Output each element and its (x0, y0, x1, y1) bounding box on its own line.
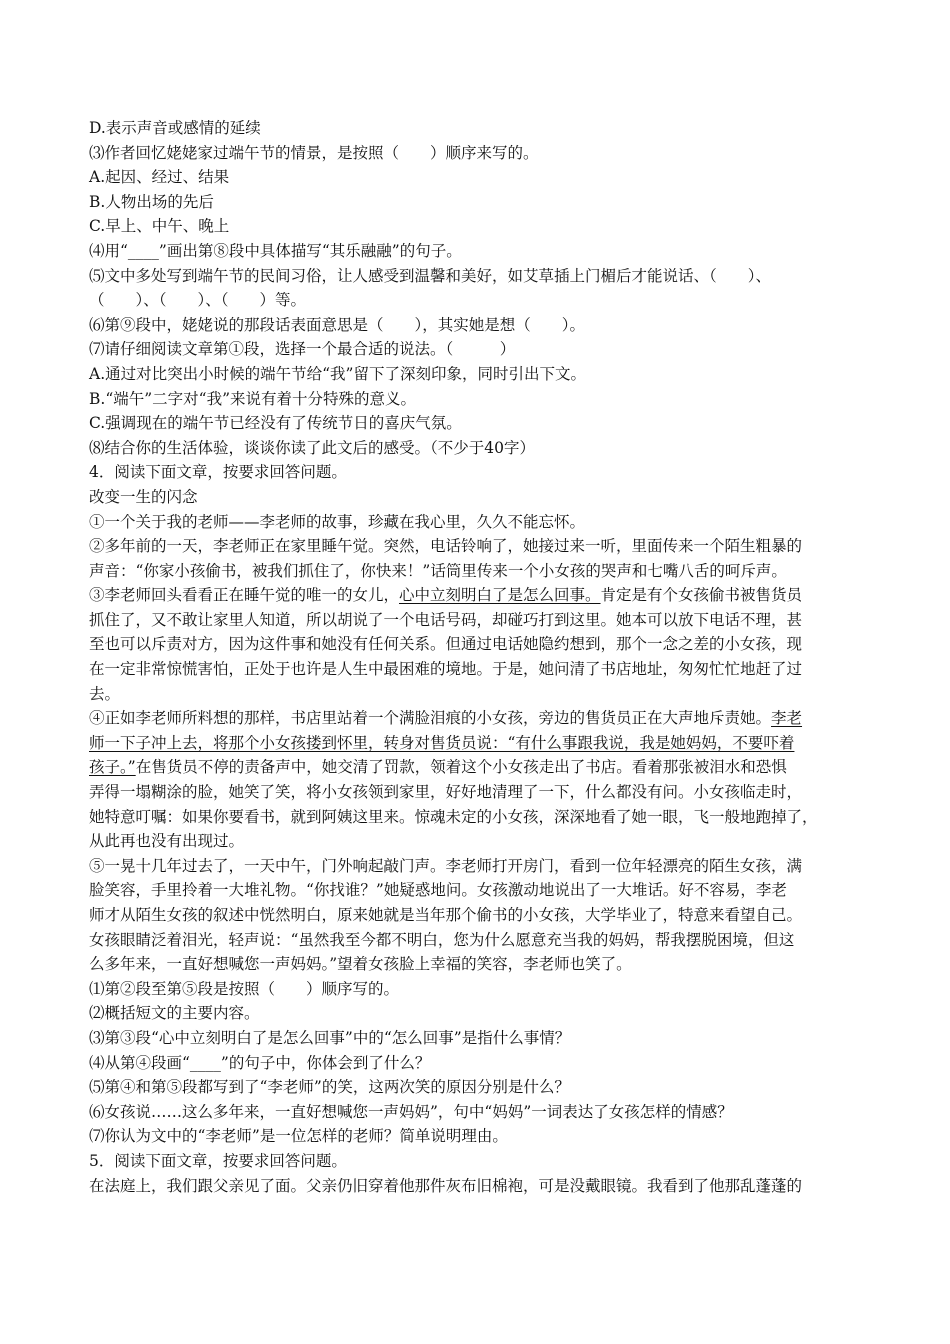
text-line: C.早上、中午、晚上 (89, 217, 230, 236)
text-span: 肯定是有个女孩偷书被售货员 (600, 586, 803, 605)
text-line: B.人物出场的先后 (89, 192, 214, 211)
underlined-sentence: 孩子。” (89, 758, 136, 777)
document-page (89, 116, 879, 1198)
text-line (89, 706, 879, 731)
text-line: （ ）、（ ）、（ ）等。 (89, 291, 307, 310)
text-line: C.强调现在的端午节已经没有了传统节日的喜庆气氛。 (89, 414, 462, 433)
text-line: A.通过对比突出小时候的端午节给“我”留下了深刻印象，同时引出下文。 (89, 364, 586, 383)
text-line: ⑹第⑨段中，姥姥说的那段话表面意思是（ ），其实她是想（ ）。 (89, 315, 586, 334)
text-span: ④正如李老师所料想的那样，书店里站着一个满脸泪痕的小女孩，旁边的售货员正在大声地斥责她。 (89, 709, 772, 728)
text-line: 去。 (89, 684, 121, 703)
text-line: ⑸文中多处写到端午节的民间习俗，让人感受到温馨和美好，如艾草插上门楣后才能说话、（ ）、 (89, 266, 772, 285)
text-line: 女孩眼睛泛着泪光，轻声说：“虽然我至今都不明白，您为什么愿意充当我的妈妈，帮我摆脱困境，但这 (89, 930, 795, 949)
paragraph-4 (89, 706, 879, 854)
text-line: ⑶作者回忆姥姥家过端午节的情景，是按照（ ）顺序来写的。 (89, 143, 539, 162)
text-line: D.表示声音或感情的延续 (89, 119, 261, 137)
text-line: 至也可以斥责对方，因为这件事和她没有任何关系。但通过电话她隐约想到，那个一念之差的小女孩，现 (89, 635, 803, 654)
text-line: ⑷从第④段画“____”的句子中，你体会到了什么？ (89, 1053, 431, 1072)
question-heading: 4．阅读下面文章，按要求回答问题。 (89, 463, 347, 482)
text-line: ⑸第④和第⑤段都写到了“李老师”的笑，这两次笑的原因分别是什么？ (89, 1078, 570, 1097)
text-line: ⑶第③段“心中立刻明白了是怎么回事”中的“怎么回事”是指什么事情？ (89, 1028, 571, 1047)
text-line: 师才从陌生女孩的叙述中恍然明白，原来她就是当年那个偷书的小女孩，大学毕业了，特意来看望自己。 (89, 906, 803, 924)
paragraph-3 (89, 583, 879, 706)
text-line: ①一个关于我的老师——李老师的故事，珍藏在我心里，久久不能忘怀。 (89, 512, 586, 531)
text-line: 脸笑容，手里拎着一大堆礼物。“你找谁？”她疑惑地问。女孩激动地说出了一大堆话。好不容易，李老 (89, 881, 787, 900)
text-line: ⑻结合你的生活体验，谈谈你读了此文后的感受。（不少于40字） (89, 438, 535, 457)
text-line: 么多年来，一直好想喊您一声妈妈。”望着女孩脸上幸福的笑容，李老师也笑了。 (89, 955, 632, 974)
text-line: ⑹女孩说……这么多年来，一直好想喊您一声妈妈”，句中“妈妈”一词表达了女孩怎样的情感？ (89, 1102, 733, 1121)
text-line: ⑴第②段至第⑤段是按照（ ）顺序写的。 (89, 979, 400, 998)
underlined-sentence: 李老 (771, 709, 803, 728)
article-title: 改变一生的闪念 (89, 487, 198, 506)
underlined-sentence: 师一下子冲上去，将那个小女孩搂到怀里，转身对售货员说：“有什么事跟我说，我是她妈妈，不要吓着 (89, 733, 795, 752)
text-line: 在法庭上，我们跟父亲见了面。父亲仍旧穿着他那件灰布旧棉袍，可是没戴眼镜。我看到了他那乱蓬蓬的 (89, 1176, 803, 1195)
text-span: 在售货员不停的责备声中，她交清了罚款，领着这个小女孩走出了书店。看着那张被泪水和恐惧 (135, 758, 787, 777)
text-line: A.起因、经过、结果 (89, 168, 230, 187)
bottom-lines (89, 854, 879, 1198)
text-line: ⑷用“____”画出第⑧段中具体描写“其乐融融”的句子。 (89, 241, 462, 260)
text-line: ⑺请仔细阅读文章第①段，选择一个最合适的说法。（ ） (89, 340, 516, 359)
text-line: 从此再也没有出现过。 (89, 832, 245, 851)
text-line (89, 755, 879, 780)
text-line: ②多年前的一天，李老师正在家里睡午觉。突然，电话铃响了，她接过来一听，里面传来一个陌生粗暴的 (89, 537, 803, 556)
text-line: ⑵概括短文的主要内容。 (89, 1004, 260, 1023)
text-line: 在一定非常惊慌害怕，正处于也许是人生中最困难的境地。于是，她问清了书店地址，匆匆忙忙地赶了过 (89, 660, 803, 679)
text-line: 她特意叮嘱：如果你要看书，就到阿姨这里来。惊魂未定的小女孩，深深地看了她一眼，飞一般地跑掉了， (89, 807, 818, 826)
underlined-sentence: 心中立刻明白了是怎么回事。 (399, 586, 601, 605)
top-lines (89, 116, 879, 583)
question-heading: 5．阅读下面文章，按要求回答问题。 (89, 1151, 347, 1170)
text-line: ⑤一晃十几年过去了，一天中午，门外响起敲门声。李老师打开房门，看到一位年轻漂亮的陌生女孩，满 (89, 856, 803, 875)
text-line: B.“端午”二字对“我”来说有着十分特殊的意义。 (89, 389, 417, 408)
text-line: ⑺你认为文中的“李老师”是一位怎样的老师？简单说明理由。 (89, 1127, 508, 1146)
text-line: 抓住了，又不敢让家里人知道，所以胡说了一个电话号码，却碰巧打到这里。她本可以放下电话不理，甚 (89, 610, 803, 629)
text-line: 声音：“你家小孩偷书，被我们抓住了，你快来！”话筒里传来一个小女孩的哭声和七嘴八舌的呵斥声。 (89, 561, 787, 580)
text-line (89, 583, 879, 608)
text-line: 弄得一塌糊涂的脸，她笑了笑，将小女孩领到家里，好好地清理了一下，什么都没有问。小女孩临走时， (89, 783, 803, 802)
text-span: ③李老师回头看看正在睡午觉的唯一的女儿， (89, 586, 400, 605)
